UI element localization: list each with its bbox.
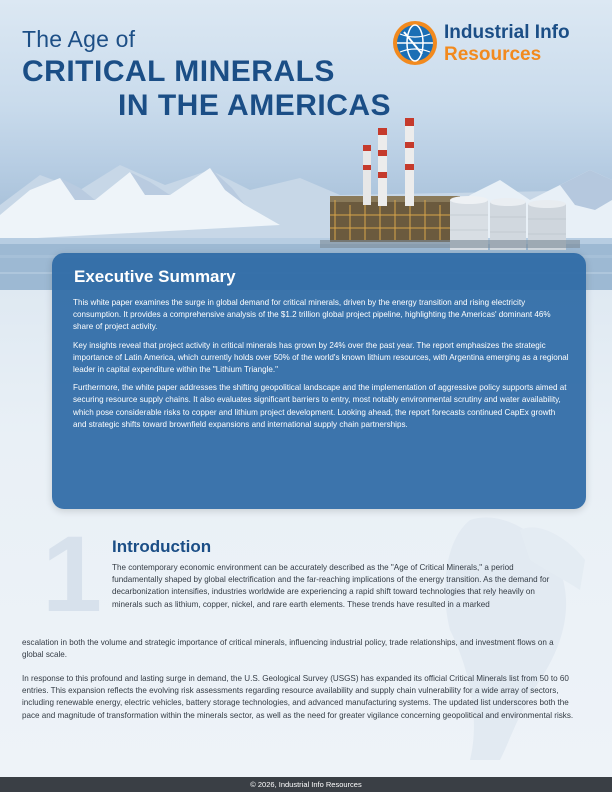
introduction-paragraph-1-indented: The contemporary economic environment can be accurately described as the "Age of Critical Minerals," a period fundamentally shaped by global electrification and the far-reaching implications of the energy transition. As the demand for decarbonization intensifies, industries worldwide are experiencing a rapid shift toward technologies that rely heavily on minerals such as lithium, copper, nickel, and rare earth elements. These trends have resulted in a marked (112, 563, 550, 609)
introduction-paragraph-2: In response to this profound and lasting surge in demand, the U.S. Geological Survey (USGS) has expanded its official Critical Minerals list from 50 to 60 entries. This expansion reflects the evolving risk assessments regarding resource availability and supply chain vulnerability for a wide array of sectors, including renewable energy, electric vehicles, battery storage technologies, and advanced manufacturing systems. The updated list underscores both the pace and magnitude of transformation within the minerals sector, as well as the need for greater vigilance concerning geopolitical and environmental risks. (22, 674, 574, 720)
copyright-text: © 2026, Industrial Info Resources (250, 780, 362, 789)
logo-text-line-2: Resources (444, 44, 542, 65)
title-line-1: The Age of (22, 26, 136, 52)
logo-text-line-1: Industrial Info (444, 22, 570, 43)
title-line-3: IN THE AMERICAS (118, 89, 392, 122)
executive-summary-heading: Executive Summary (74, 267, 236, 286)
introduction-heading: Introduction (112, 537, 212, 556)
globe-icon (392, 20, 438, 66)
company-logo (392, 20, 592, 70)
title-line-2: CRITICAL MINERALS (22, 55, 335, 88)
executive-summary-paragraph: Furthermore, the white paper addresses the shifting geopolitical landscape and the implementation of aggressive policy supports aimed at securing resource supply chains. It also evaluates significant barriers to entry, most notably environmental scrutiny and water availability, which pose considerable risks to copper and lithium project development. Looking ahead, the report forecasts continued CapEx growth and strategic shifts toward brownfield expansions and international supply chain partnerships. (73, 383, 567, 429)
executive-summary-box (52, 253, 586, 509)
introduction-paragraph-1-continued: escalation in both the volume and strategic importance of critical minerals, influencing industrial policy, trade relationships, and investment flows on a global scale. (22, 638, 554, 660)
executive-summary-paragraph: This white paper examines the surge in global demand for critical minerals, driven by the energy transition and rising electricity consumption. It provides a comprehensive analysis of the $1.2 trillion global project pipeline, highlighting the Americas' dominant 46% share of project activity. (73, 298, 551, 332)
section-number: 1 (42, 513, 103, 634)
executive-summary-body (73, 297, 569, 437)
footer (0, 777, 612, 792)
executive-summary-paragraph: Key insights reveal that project activity in critical minerals has grown by 24% over the past year. The report emphasizes the strategic importance of Latin America, which currently holds over 50% of the world's known lithium resources, with Argentina emerging as a regional leader in capital expenditure within the "Lithium Triangle." (73, 340, 569, 375)
